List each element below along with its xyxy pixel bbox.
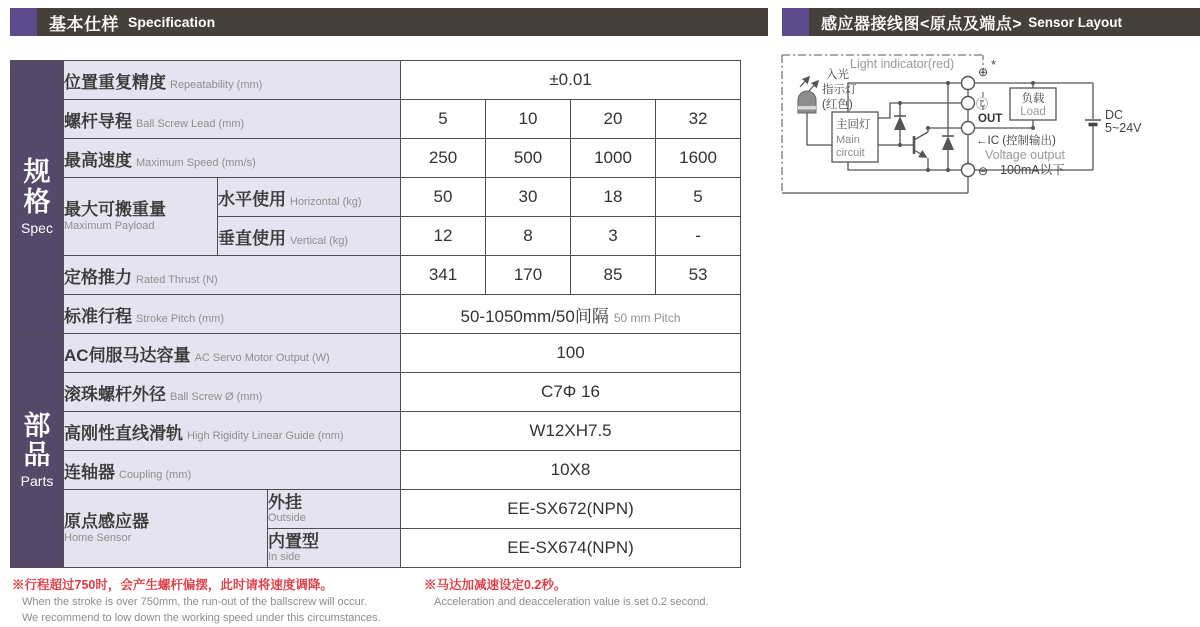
stroke-value-zh: 50-1050mm/50间隔 xyxy=(460,306,609,326)
table-row xyxy=(11,139,741,178)
main-circuit-label-zh: 主回灯 xyxy=(836,119,871,131)
sensor-wiring-diagram xyxy=(778,50,1200,200)
cell-value: 250 xyxy=(401,139,486,178)
terminal-out xyxy=(962,122,975,135)
cell-value: 12 xyxy=(401,217,486,256)
row-label-max-speed xyxy=(64,139,401,178)
row-label-coupling xyxy=(64,451,401,490)
cell-value: 170 xyxy=(486,256,571,295)
footnote-en-line1: When the stroke is over 750mm, the run-out of the ballscrew will occur. xyxy=(22,596,367,608)
table-row xyxy=(11,61,741,100)
load-label-en: Load xyxy=(1020,106,1046,118)
right-header-bar xyxy=(809,8,1200,36)
footnote-zh: ※行程超过750时，会产生螺杆偏摆，此时请将速度调降。 xyxy=(12,578,333,592)
cell-value: 50 xyxy=(401,178,486,217)
stroke-value-en: 50 mm Pitch xyxy=(613,310,681,325)
plus-terminal-symbol: ⊕ xyxy=(978,65,989,79)
label-en: Coupling (mm) xyxy=(119,468,192,481)
table-row xyxy=(11,412,741,451)
main-circuit-label-en1: Main xyxy=(836,134,860,146)
cell-value: C7Φ 16 xyxy=(401,373,741,412)
light-label-zh2: 指示灯 xyxy=(822,84,857,96)
cell-value: 30 xyxy=(486,178,571,217)
cell-value: 341 xyxy=(401,256,486,295)
label-zh: 螺杆导程 xyxy=(64,111,132,131)
cell-value: 53 xyxy=(656,256,741,295)
battery-icon xyxy=(1085,120,1101,125)
cell-value: W12XH7.5 xyxy=(401,412,741,451)
row-label-max-payload xyxy=(64,178,218,256)
sidebar-parts xyxy=(11,334,64,568)
row-label-servo-output xyxy=(64,334,401,373)
label-zh: 内置型 xyxy=(268,531,319,551)
footnote-en-line2: We recommend to low down the working speed under this circumstances. xyxy=(22,612,381,624)
label-zh: 外挂 xyxy=(268,492,302,512)
cell-value: 20 xyxy=(571,100,656,139)
cell-value: 10 xyxy=(486,100,571,139)
voltage-output-label: Voltage output xyxy=(985,148,1065,162)
current-limit-label: 100mA以下 xyxy=(1000,163,1065,177)
cell-value: 500 xyxy=(486,139,571,178)
cell-value: 5 xyxy=(656,178,741,217)
sidebar-parts-en: Parts xyxy=(20,473,54,490)
table-row xyxy=(11,490,741,529)
cell-value: 3 xyxy=(571,217,656,256)
label-zh: 垂直使用 xyxy=(218,228,286,248)
label-en: Home Sensor xyxy=(64,531,132,544)
footnote-acceleration xyxy=(424,575,709,609)
footnote-en-line1: Acceleration and deacceleration value is set 0.2 second. xyxy=(434,596,709,608)
label-en: Stroke Pitch (mm) xyxy=(136,312,225,325)
row-label-linear-guide xyxy=(64,412,401,451)
right-header-title-zh: 感应器接线图<原点及端点> xyxy=(821,15,1023,33)
cell-value-stroke xyxy=(401,295,741,334)
cell-value: 5 xyxy=(401,100,486,139)
left-header-title-en: Specification xyxy=(128,14,216,30)
light-label-zh1: 入光 xyxy=(826,69,849,81)
row-label-ball-screw-dia xyxy=(64,373,401,412)
transistor-icon xyxy=(914,128,928,170)
label-zh: 位置重复精度 xyxy=(64,72,166,92)
left-header-bar xyxy=(37,8,768,36)
cell-value: 1000 xyxy=(571,139,656,178)
label-zh: 标准行程 xyxy=(64,306,132,326)
footnote-zh: ※马达加减速设定0.2秒。 xyxy=(424,578,567,592)
sidebar-spec-zh: 规格 xyxy=(23,157,51,217)
label-zh: 滚珠螺杆外径 xyxy=(64,384,166,404)
row-label-ball-screw-lead xyxy=(64,100,401,139)
table-row xyxy=(11,256,741,295)
accent-square-icon xyxy=(782,8,809,36)
label-en: Maximum Payload xyxy=(64,219,155,232)
label-en: Outside xyxy=(268,512,306,525)
table-row xyxy=(11,334,741,373)
row-label-horizontal xyxy=(218,178,401,217)
table-row xyxy=(11,451,741,490)
label-en: Ball Screw Lead (mm) xyxy=(136,117,245,130)
label-en: In side xyxy=(268,551,301,564)
label-zh: 最高速度 xyxy=(64,150,132,170)
label-en: Ball Screw Ø (mm) xyxy=(170,390,263,403)
cell-value: ±0.01 xyxy=(401,61,741,100)
sidebar-spec xyxy=(11,61,64,334)
load-label-zh: 负载 xyxy=(1021,93,1045,105)
label-en: Vertical (kg) xyxy=(290,234,349,247)
star-symbol: * xyxy=(991,57,997,72)
row-label-repeatability xyxy=(64,61,401,100)
label-en: Horizontal (kg) xyxy=(290,195,362,208)
cell-value: EE-SX674(NPN) xyxy=(401,529,741,568)
sidebar-spec-en: Spec xyxy=(21,219,53,236)
out-label: OUT xyxy=(978,113,1003,125)
ic-output-label: ←IC (控制输出) xyxy=(976,135,1056,147)
row-label-inside xyxy=(268,529,401,568)
cell-value: 100 xyxy=(401,334,741,373)
l-terminal-symbol: Ⓛ xyxy=(976,97,989,111)
label-zh: 原点感应器 xyxy=(64,512,149,532)
label-en: High Rigidity Linear Guide (mm) xyxy=(187,429,344,442)
table-row xyxy=(11,178,741,217)
left-header-title-zh: 基本仕样 xyxy=(49,14,119,34)
terminal-plus xyxy=(962,77,975,90)
accent-square-icon xyxy=(10,8,37,36)
table-row xyxy=(11,100,741,139)
row-label-outside xyxy=(268,490,401,529)
cell-value: 10X8 xyxy=(401,451,741,490)
label-en: Rated Thrust (N) xyxy=(136,273,218,286)
label-en: Maximum Speed (mm/s) xyxy=(136,156,256,169)
label-zh: 高刚性直线滑轨 xyxy=(64,423,183,443)
label-zh: AC伺服马达容量 xyxy=(64,345,191,365)
label-zh: 定格推力 xyxy=(64,267,132,287)
main-circuit-label-en2: circuit xyxy=(836,147,865,159)
cell-value: EE-SX672(NPN) xyxy=(401,490,741,529)
minus-terminal-symbol: ⊖ xyxy=(978,164,989,178)
light-label-zh3: (红色) xyxy=(822,99,853,111)
footnote-stroke-warning xyxy=(12,575,381,625)
cell-value: 32 xyxy=(656,100,741,139)
row-label-home-sensor xyxy=(64,490,268,568)
led-lamp-icon xyxy=(798,91,816,113)
right-header-title-en: Sensor Layout xyxy=(1028,14,1122,30)
sidebar-parts-zh: 部品 xyxy=(23,410,51,470)
row-label-vertical xyxy=(218,217,401,256)
cell-value: 85 xyxy=(571,256,656,295)
cell-value: 8 xyxy=(486,217,571,256)
terminal-l xyxy=(962,97,975,110)
label-en: Repeatability (mm) xyxy=(170,78,263,91)
row-label-rated-thrust xyxy=(64,256,401,295)
cell-value: 1600 xyxy=(656,139,741,178)
label-zh: 连轴器 xyxy=(64,462,115,482)
right-section-header xyxy=(782,8,1200,36)
left-section-header xyxy=(10,8,768,36)
label-zh: 最大可搬重量 xyxy=(64,200,166,220)
table-row xyxy=(11,373,741,412)
spec-table xyxy=(10,60,741,568)
zener-diode-icon xyxy=(894,116,906,130)
sensor-enclosure-outline xyxy=(782,55,983,193)
label-en: AC Servo Motor Output (W) xyxy=(194,351,330,364)
light-ray-arrows-icon xyxy=(800,77,818,91)
zener-diode-icon xyxy=(942,136,954,150)
light-indicator-label: Light indicator(red) xyxy=(850,57,955,71)
dc-label: DC xyxy=(1105,108,1124,122)
row-label-stroke xyxy=(64,295,401,334)
table-row xyxy=(11,295,741,334)
label-zh: 水平使用 xyxy=(218,189,286,209)
terminal-minus xyxy=(962,164,975,177)
cell-value: 18 xyxy=(571,178,656,217)
cell-value: - xyxy=(656,217,741,256)
dc-range-label: 5~24V xyxy=(1105,121,1142,135)
